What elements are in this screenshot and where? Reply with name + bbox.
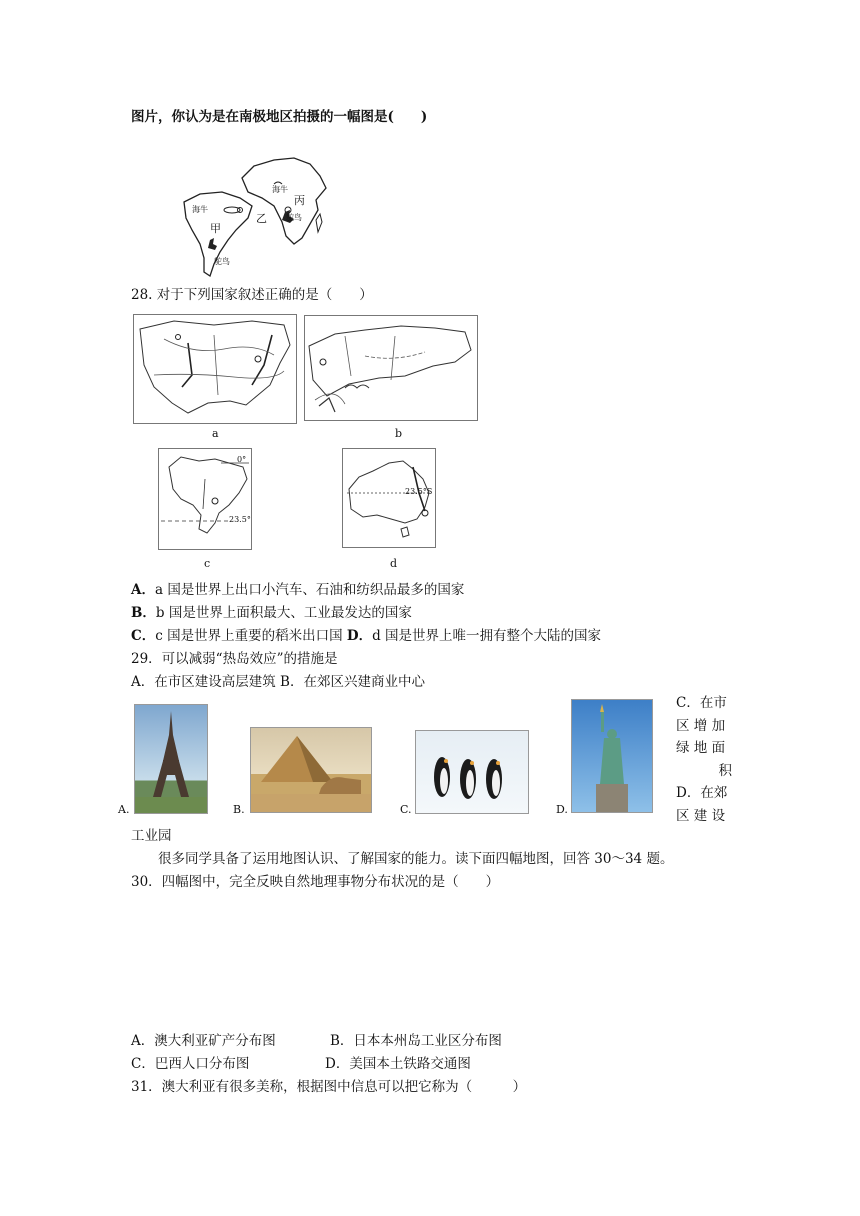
q28-caption-d: d <box>390 557 398 570</box>
q27-label-bing: 丙 <box>294 194 305 207</box>
q29-photo-pyramid <box>250 727 372 813</box>
q30-option-b: B．日本本州岛工业区分布图 <box>330 1033 502 1049</box>
q28-map-b <box>304 315 478 421</box>
q28-option-b <box>131 604 412 622</box>
q29-tail: 工业园 <box>131 828 172 844</box>
q27-continents-map <box>170 148 350 280</box>
q28-option-c-letter: C． <box>131 628 156 644</box>
q30-option-c: C．巴西人口分布图 <box>131 1056 250 1072</box>
q27-label-ostrich-left: 鸵鸟 <box>214 257 230 266</box>
q29-label-a: A. <box>118 803 130 816</box>
q28-option-a-text: a 国是世界上出口小汽车、石油和纺织品最多的国家 <box>154 582 465 598</box>
q28-option-a <box>131 581 464 599</box>
q28-caption-a: a <box>212 427 219 440</box>
intro-text: 很多同学具备了运用地图认识、了解国家的能力。读下面四幅地图，回答 30～34 题。 <box>158 851 674 867</box>
q27-label-yi: 乙 <box>256 212 267 225</box>
q29-stem: 29．可以减弱“热岛效应”的措施是 <box>131 651 338 667</box>
q29-option-c-line2: 区 增 加 <box>676 717 726 734</box>
q29-option-d-line1: D．在郊 <box>676 785 728 801</box>
q29-option-c-line1: C．在市 <box>676 695 727 711</box>
q28-option-d-letter: D． <box>346 628 373 644</box>
q28-option-a-letter: A． <box>131 582 155 598</box>
q29-photo-penguins <box>415 730 529 814</box>
q28-stem: 28. 对于下列国家叙述正确的是（ ） <box>131 287 373 303</box>
q29-label-b: B. <box>233 803 245 816</box>
q30-option-a: A．澳大利亚矿产分布图 <box>131 1033 276 1049</box>
q28-map-c-lat-bottom: 23.5° <box>229 515 251 524</box>
q29-photo-liberty <box>571 699 653 813</box>
q28-caption-c: c <box>204 557 211 570</box>
q28-map-d <box>342 448 436 548</box>
q27-label-haishi-left: 海牛 <box>192 205 208 214</box>
q29-option-c-line4: 积 <box>718 762 732 779</box>
q29-option-d-line2: 区 建 设 <box>676 807 726 824</box>
q28-map-a <box>133 314 297 424</box>
q28-map-c-lat-top: 0° <box>237 455 247 464</box>
q30-option-d: D．美国本土铁路交通图 <box>325 1056 471 1072</box>
q27-label-jia: 甲 <box>210 222 221 235</box>
q27-stem: 图片，你认为是在南极地区拍摄的一幅图是( ) <box>131 109 428 125</box>
q29-option-c-line3: 绿 地 面 <box>676 740 726 756</box>
q28-caption-b: b <box>395 427 403 440</box>
q28-option-c-text: c 国是世界上重要的稻米出口国 <box>155 628 347 644</box>
q29-option-c-side <box>676 692 732 827</box>
q29-label-c: C. <box>400 803 412 816</box>
q28-map-d-lat: 23.5°S <box>405 487 433 496</box>
q28-option-b-text: b 国是世界上面积最大、工业最发达的国家 <box>155 605 412 621</box>
q28-option-d-text: d 国是世界上唯一拥有整个大陆的国家 <box>372 628 602 644</box>
q30-stem: 30．四幅图中，完全反映自然地理事物分布状况的是（ ） <box>131 874 500 890</box>
q28-option-cd <box>131 627 601 645</box>
q28-option-b-letter: B． <box>131 605 156 621</box>
q27-label-ostrich-right: 鸵鸟 <box>286 213 302 222</box>
q28-map-c <box>158 448 252 550</box>
q29-photo-eiffel <box>134 704 208 814</box>
q31-stem: 31．澳大利亚有很多美称，根据图中信息可以把它称为（ ） <box>131 1079 527 1095</box>
q29-label-d: D. <box>556 803 568 816</box>
q27-label-haishi-right: 海牛 <box>272 185 288 194</box>
q29-option-ab: A．在市区建设高层建筑 B．在郊区兴建商业中心 <box>131 674 425 690</box>
